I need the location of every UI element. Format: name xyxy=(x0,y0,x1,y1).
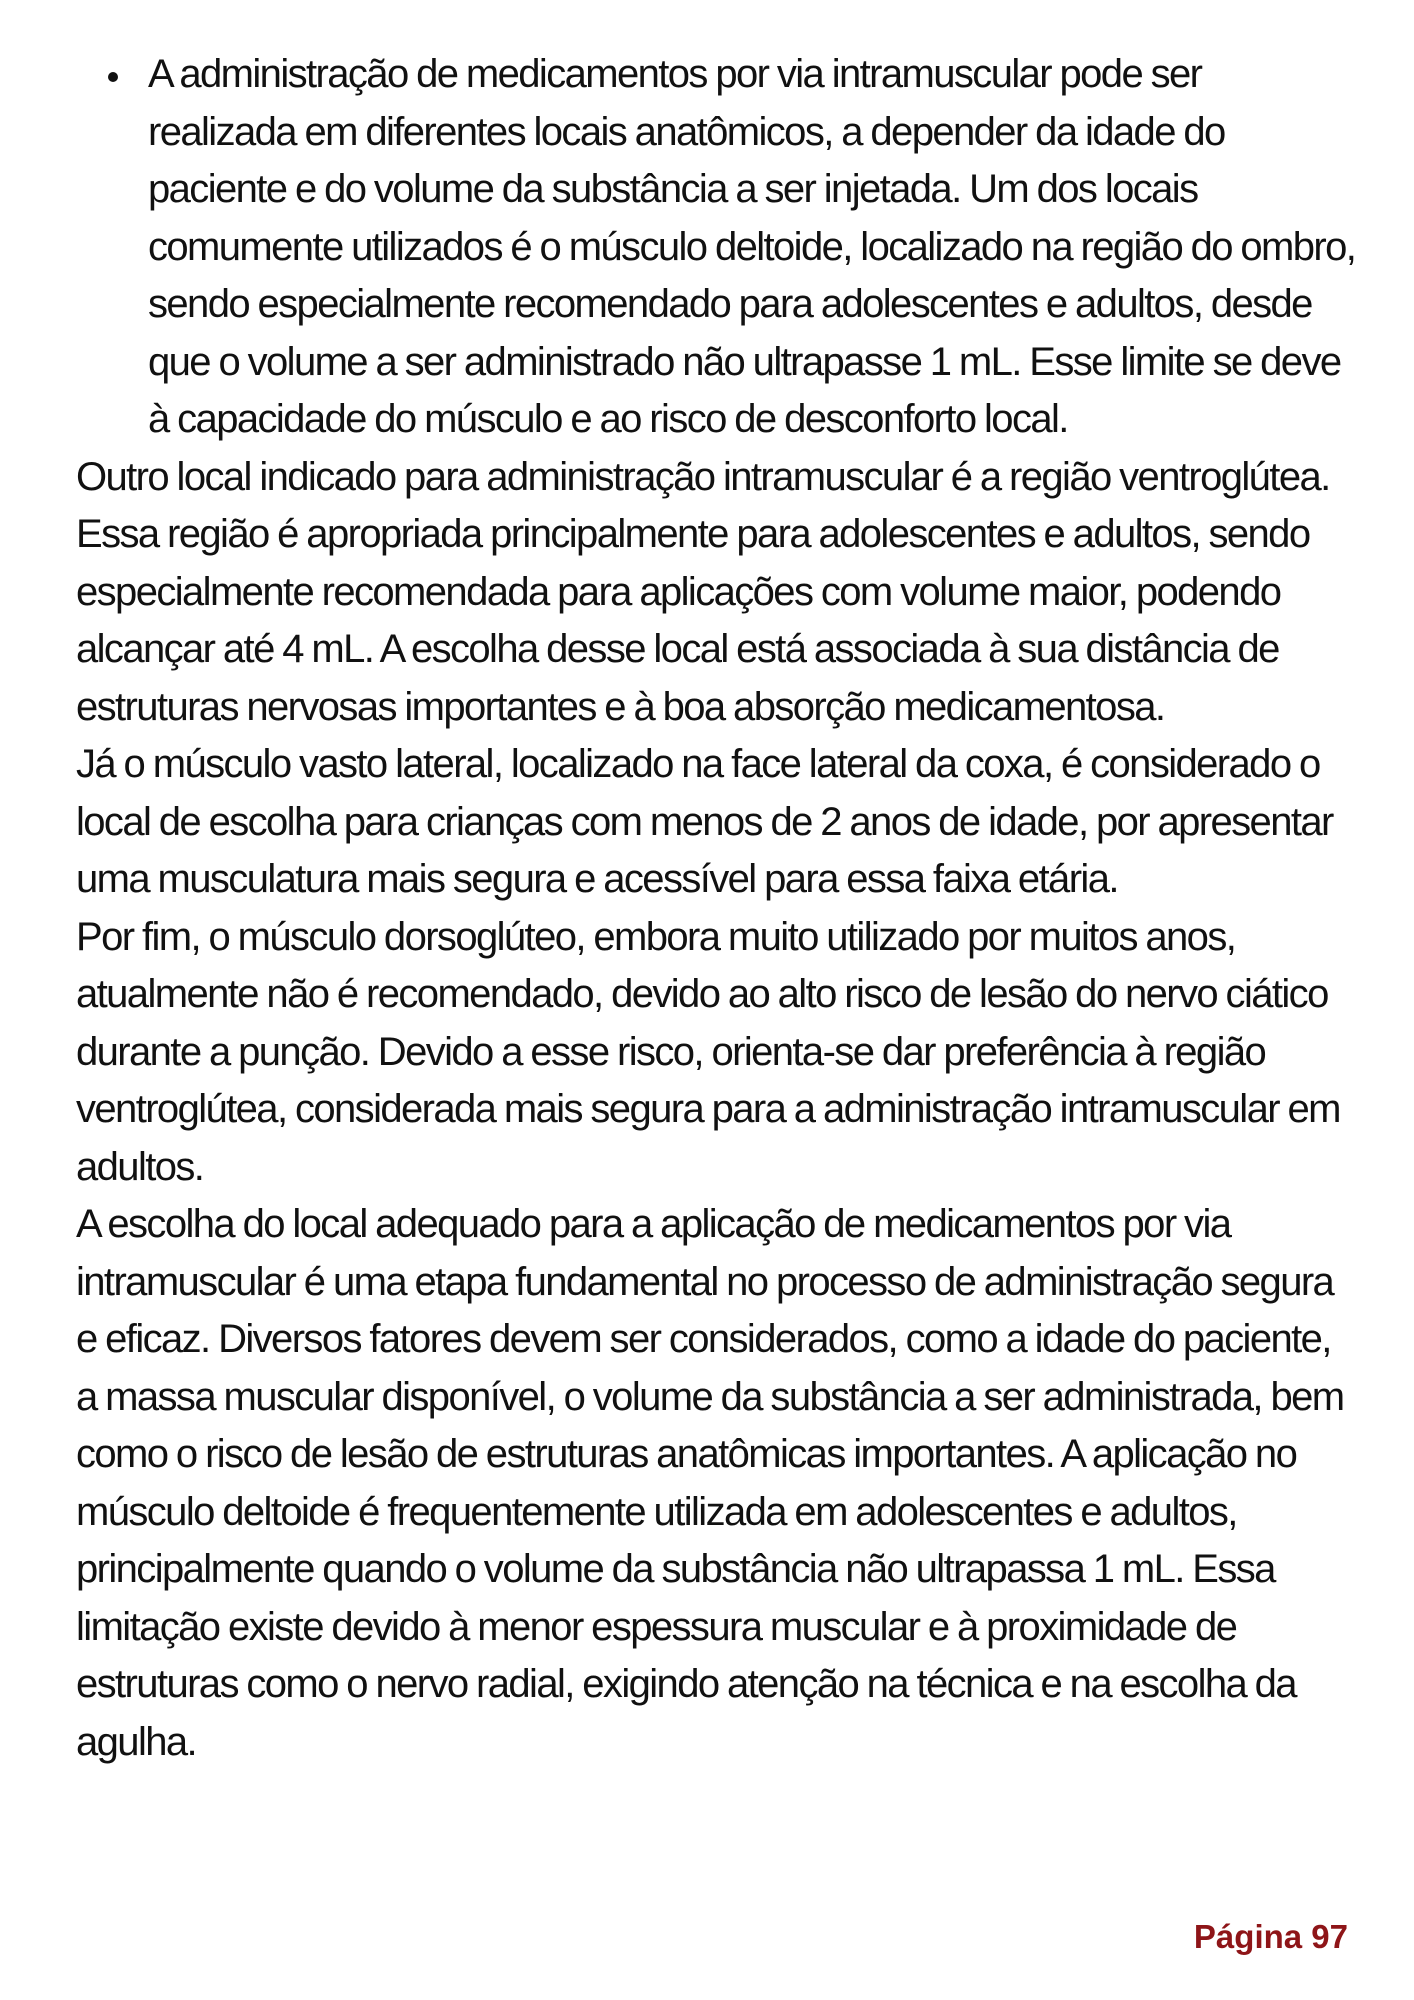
paragraph-site-selection: A escolha do local adequado para a aplicação de medicamentos por via intramuscular é uma etapa fundamental no processo de administração segura e eficaz. Diversos fatores devem ser considerados, como a idade do paciente, a massa muscular disponível, o volume da substância a ser administrada, bem como o risco de lesão de estruturas anatômicas importantes. A aplicação no músculo deltoide é frequentemente utilizada em adolescentes e adultos, principalmente quando o volume da substância não ultrapassa 1 mL. Essa limitação existe devido à menor espessura muscular e à proximidade de estruturas como o nervo radial, exigindo atenção na técnica e na escolha da agulha. xyxy=(76,1202,1344,1764)
bullet-text: A administração de medicamentos por via intramuscular pode ser realizada em diferentes locais anatômicos, a depender da idade do paciente e do volume da substância a ser injetada. Um dos locais comumente utilizados é o músculo deltoide, localizado na região do ombro, sendo especialmente recomendado para adolescentes e adultos, desde que o volume a ser administrado não ultrapasse 1 mL. Esse limite se deve à capacidade do músculo e ao risco de desconforto local. xyxy=(148,52,1356,441)
paragraph-ventrogluteal: Outro local indicado para administração intramuscular é a região ventroglútea. Essa região é apropriada principalmente para adolescentes e adultos, sendo especialmente recomendada para aplicações com volume maior, podendo alcançar até 4 mL. A escolha desse local está associada à sua distância de estruturas nervosas importantes e à boa absorção medicamentosa. xyxy=(76,454,1330,729)
paragraph-dorsogluteal: Por fim, o músculo dorsoglúteo, embora muito utilizado por muitos anos, atualmente não é recomendado, devido ao alto risco de lesão do nervo ciático durante a punção. Devido a esse risco, orienta-se dar preferência à região ventroglútea, considerada mais segura para a administração intramuscular em adultos. xyxy=(76,914,1340,1189)
page-number: Página 97 xyxy=(1193,1918,1348,1955)
bullet-dot-icon xyxy=(108,72,118,82)
bullet-item xyxy=(148,46,1356,449)
bullet-list xyxy=(76,46,1356,449)
paragraph-vastus-lateralis: Já o músculo vasto lateral, localizado na face lateral da coxa, é considerado o local de escolha para crianças com menos de 2 anos de idade, por apresentar uma musculatura mais segura e acessível para essa faixa etária. xyxy=(76,742,1333,901)
page-body xyxy=(76,46,1356,1771)
